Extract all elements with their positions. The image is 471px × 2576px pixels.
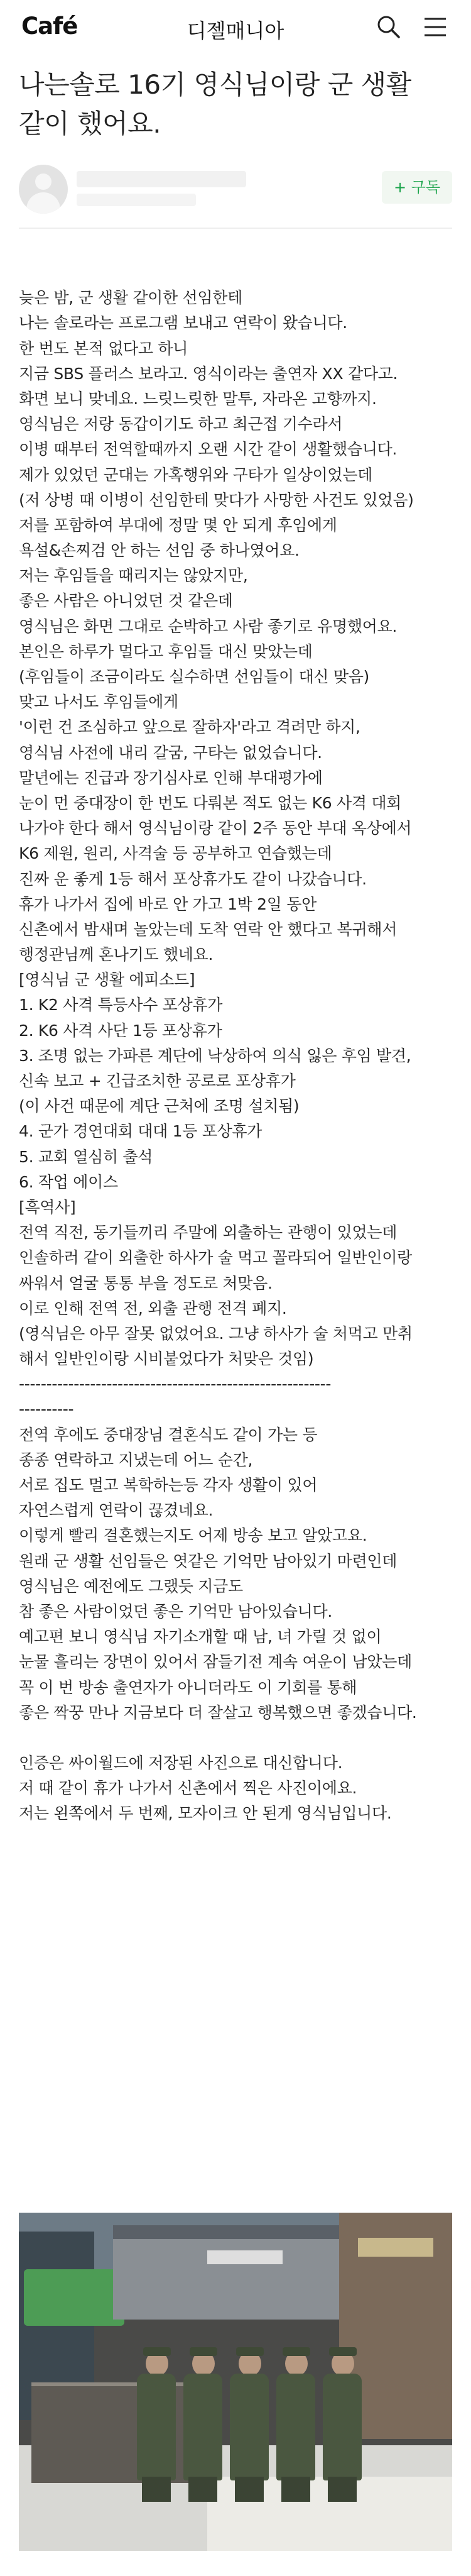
post-body-line: 신촌에서 밤새며 놀았는데 도착 연락 안 했다고 복귀해서: [19, 920, 398, 938]
photo-soldier: [137, 2351, 176, 2502]
post-title-line: 나는솔로 16기 영식님이랑 군 생활: [19, 69, 411, 100]
soldier-body: [183, 2374, 222, 2480]
cafe-name[interactable]: 디젤매니아: [187, 19, 284, 43]
post-body-line: 말년에는 진급과 장기심사로 인해 부대평가에: [19, 768, 323, 787]
post-body-line: 본인은 하루가 멀다고 후임들 대신 맞았는데: [19, 642, 313, 661]
post-body-line: [19, 260, 458, 285]
post-body-line: 영식님은 예전에도 그랬듯 지금도: [19, 1577, 243, 1595]
post-body-line: 저는 왼쪽에서 두 번째, 모자이크 안 된게 영식님입니다.: [19, 1804, 392, 1823]
search-icon[interactable]: [374, 13, 403, 41]
post-body-line: 행정관님께 혼나기도 했네요.: [19, 945, 214, 964]
photo-bus-shelter: [113, 2225, 339, 2320]
post-body-line: [영식님 군 생활 에피소드]: [19, 971, 195, 989]
post-body-line: (후임들이 조금이라도 실수하면 선임들이 대신 맞음): [19, 668, 369, 686]
post-body-line: 제가 있었던 군대는 가혹행위와 구타가 일상이었는데: [19, 465, 372, 484]
post-body-line: 원래 군 생활 선임들은 엿같은 기억만 남아있기 마련인데: [19, 1551, 398, 1570]
post-body-line: 저 때 같이 휴가 나가서 신촌에서 찍은 사진이에요.: [19, 1779, 357, 1798]
soldier-legs: [188, 2477, 217, 2502]
post-body-line: 지금 SBS 플러스 보라고. 영식이라는 출연자 XX 같다고.: [19, 364, 398, 383]
post-body-line: 싸워서 얼굴 통통 부을 정도로 처맞음.: [19, 1274, 273, 1292]
post-body-line: 서로 집도 멀고 복학하는등 각자 생활이 있어: [19, 1476, 318, 1494]
post-body-line: 저를 포함하여 부대에 정말 몇 안 되게 후임에게: [19, 515, 337, 534]
soldier-cap: [190, 2347, 217, 2356]
post-body-line: 나가야 한다 해서 영식님이랑 같이 2주 동안 부대 옥상에서: [19, 819, 412, 838]
soldier-legs: [281, 2477, 310, 2502]
post-body-line: 참 좋은 사람이었던 좋은 기억만 남아있습니다.: [19, 1602, 333, 1621]
post-body-line: 해서 일반인이랑 시비붙었다가 처맞은 것임): [19, 1350, 314, 1368]
post-body-line: 좋은 사람은 아니었던 것 같은데: [19, 592, 233, 610]
post-body-line: 영식님은 화면 그대로 순박하고 사람 좋기로 유명했어요.: [19, 617, 398, 636]
post-body-line: [19, 1726, 458, 1751]
author-name-redacted: [77, 171, 246, 187]
post-body-line: (영식님은 아무 잘못 없었어요. 그냥 하사가 술 처먹고 만취: [19, 1324, 413, 1343]
post-body-line: 눈이 먼 중대장이 한 번도 다뤄본 적도 없는 K6 사격 대회: [19, 793, 402, 812]
soldier-legs: [328, 2477, 357, 2502]
post-body-line: 이렇게 빨리 결혼했는지도 어제 방송 보고 알았고요.: [19, 1526, 367, 1545]
post-body-line: 3. 조명 없는 가파른 계단에 낙상하여 의식 잃은 후임 발견,: [19, 1046, 411, 1065]
photo-bus: [24, 2269, 124, 2326]
post-body-line: '이런 건 조심하고 앞으로 잘하자'라고 격려만 하지,: [19, 718, 360, 737]
post-body-line: 영식님 사전에 내리 갈굼, 구타는 없었습니다.: [19, 743, 322, 762]
post-body-line: [흑역사]: [19, 1197, 76, 1216]
photo-sign: [207, 2250, 283, 2264]
top-bar: [0, 0, 471, 58]
photo-soldier: [183, 2351, 222, 2502]
post-body-line: 2. K6 사격 사단 1등 포상휴가: [19, 1021, 222, 1040]
post-body-line: 4. 군가 경연대회 대대 1등 포상휴가: [19, 1122, 263, 1141]
post-body-line: (저 상병 때 이병이 선임한테 맞다가 사망한 사건도 있었음): [19, 490, 414, 509]
post-body-line: 이로 인해 전역 전, 외출 관행 전격 폐지.: [19, 1299, 287, 1318]
post-body-line: 자연스럽게 연락이 끊겼네요.: [19, 1501, 214, 1520]
post-body-line: 늦은 밤, 군 생활 같이한 선임한테: [19, 289, 242, 307]
photo-soldier: [230, 2351, 269, 2502]
post-title: [19, 65, 452, 143]
post-body-line: ---------------------------------------------------------: [19, 1375, 332, 1394]
author-meta-redacted: [77, 194, 196, 206]
post-body-line: 5. 교회 열심히 출석: [19, 1147, 153, 1166]
post-body-line: 종종 연락하고 지냈는데 어느 순간,: [19, 1450, 253, 1469]
post-body-line: 전역 후에도 중대장님 결혼식도 같이 가는 등: [19, 1425, 318, 1444]
soldier-legs: [235, 2477, 264, 2502]
avatar[interactable]: [19, 165, 68, 214]
post-body-line: 좋은 짝꿍 만나 지금보다 더 잘살고 행복했으면 좋겠습니다.: [19, 1703, 417, 1722]
soldier-body: [276, 2374, 315, 2480]
soldier-body: [323, 2374, 362, 2480]
soldier-cap: [329, 2347, 357, 2356]
post-body-line: 욕설&손찌검 안 하는 선임 중 하나였어요.: [19, 541, 300, 560]
author-row: [0, 165, 471, 214]
post-photo[interactable]: [19, 2213, 452, 2551]
post-body-line: 1. K2 사격 특등사수 포상휴가: [19, 996, 223, 1015]
post-body-line: 6. 작업 에이스: [19, 1172, 118, 1191]
soldier-cap: [236, 2347, 264, 2356]
post-body-line: 눈물 흘리는 장면이 있어서 잠들기전 계속 여운이 남았는데: [19, 1653, 412, 1671]
cafe-logo[interactable]: Café: [21, 13, 78, 40]
divider: [19, 228, 452, 229]
post-body-line: 맞고 나서도 후임들에게: [19, 693, 178, 712]
post-body-line: 인증은 싸이월드에 저장된 사진으로 대신합니다.: [19, 1754, 343, 1773]
post-body-line: 신속 보고 + 긴급조치한 공로로 포상휴가: [19, 1072, 296, 1090]
post-body-line: 저는 후임들을 때리지는 않았지만,: [19, 566, 248, 585]
soldier-body: [230, 2374, 269, 2480]
post-body-line: 화면 보니 맞네요. 느릿느릿한 말투, 자라온 고향까지.: [19, 389, 377, 408]
post-title-line: 같이 했어요.: [19, 108, 161, 139]
avatar-body-shape: [26, 192, 60, 214]
soldier-cap: [283, 2347, 310, 2356]
post-body-line: 전역 직전, 동기들끼리 주말에 외출하는 관행이 있었는데: [19, 1223, 398, 1242]
post-body-line: 영식님은 저랑 동갑이기도 하고 최근접 기수라서: [19, 415, 343, 434]
post-body-line: 인솔하러 같이 외출한 하사가 술 먹고 꼴라되어 일반인이랑: [19, 1248, 412, 1267]
photo-soldier: [276, 2351, 315, 2502]
post-body-line: 꼭 이 번 방송 출연자가 아니더라도 이 기회를 통해: [19, 1678, 357, 1697]
photo-sign: [358, 2238, 433, 2257]
post-body-line: ----------: [19, 1400, 74, 1419]
soldier-cap: [143, 2347, 171, 2356]
soldier-body: [137, 2374, 176, 2480]
post-body: [19, 260, 458, 1827]
soldier-legs: [142, 2477, 171, 2502]
photo-soldier: [323, 2351, 362, 2502]
subscribe-button[interactable]: + 구독: [382, 171, 452, 204]
hamburger-menu-icon[interactable]: [420, 13, 451, 41]
post-body-line: 한 번도 본적 없다고 하니: [19, 339, 188, 358]
post-body-line: 예고편 보니 영식님 자기소개할 때 남, 녀 가릴 것 없이: [19, 1627, 382, 1646]
post-body-line: 휴가 나가서 집에 바로 안 가고 1박 2일 동안: [19, 894, 317, 913]
post-body-line: K6 제원, 원리, 사격술 등 공부하고 연습했는데: [19, 844, 332, 863]
avatar-head-shape: [35, 173, 51, 190]
post-body-line: 나는 솔로라는 프로그램 보내고 연락이 왔습니다.: [19, 314, 347, 333]
post-body-line: 진짜 운 좋게 1등 해서 포상휴가도 같이 나갔습니다.: [19, 869, 367, 888]
post-body-line: 이병 때부터 전역할때까지 오랜 시간 같이 생활했습니다.: [19, 440, 398, 459]
post-body-line: (이 사건 때문에 계단 근처에 조명 설치됨): [19, 1097, 300, 1116]
